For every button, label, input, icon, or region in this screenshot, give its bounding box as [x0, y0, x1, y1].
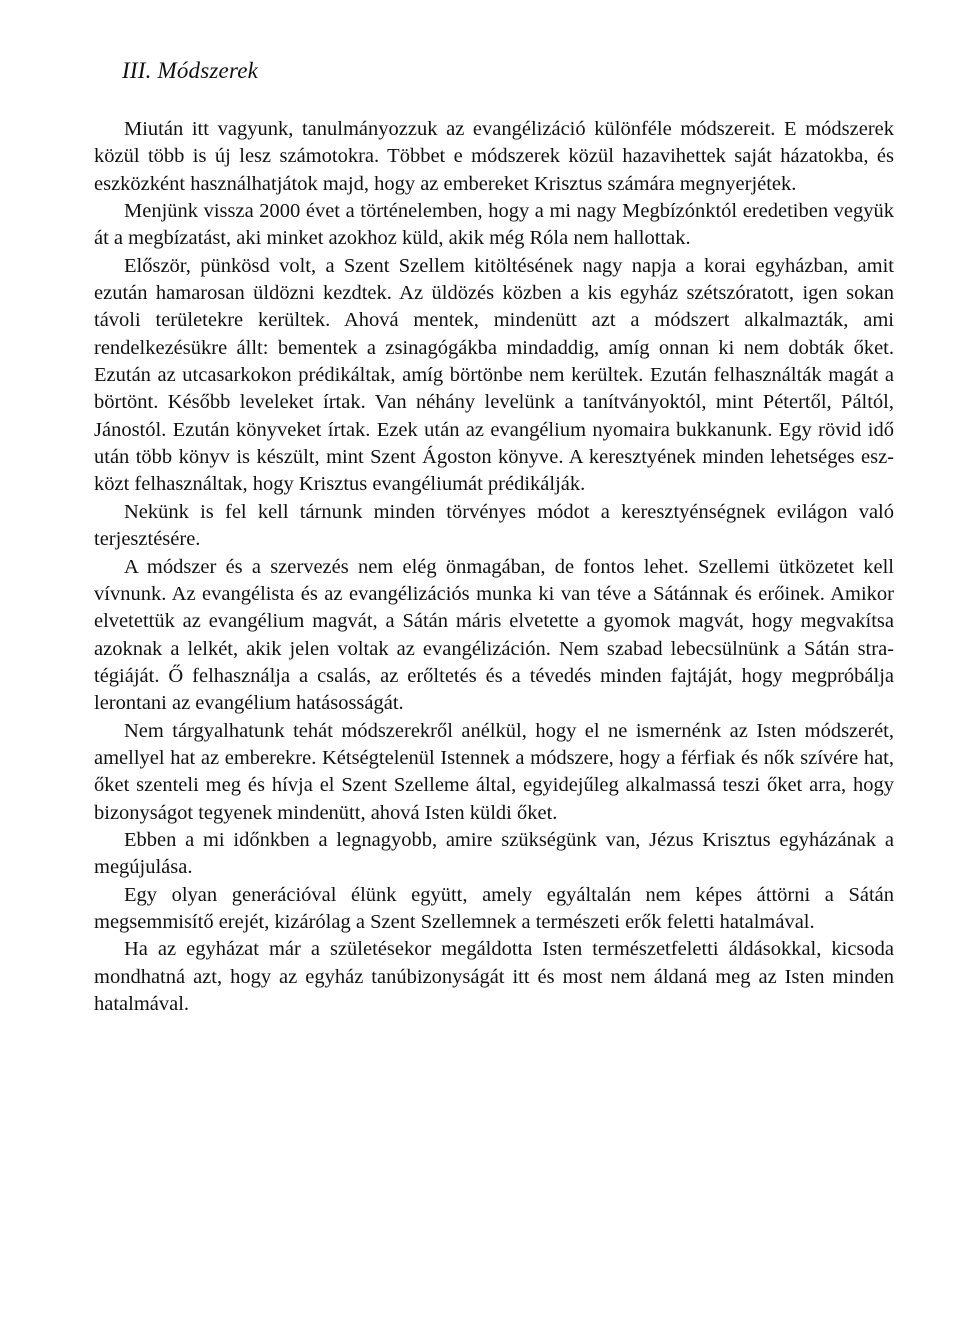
paragraph: Menjünk vissza 2000 évet a történelemben, hogy a mi nagy Megbízónktól eredetiben vegyük át a megbízatást, aki minket azokhoz küld, akik még Róla nem hallottak.: [94, 200, 894, 250]
paragraph: Nem tárgyalhatunk tehát módszerekről anélkül, hogy el ne ismernénk az Isten módszerét, amellyel hat az emberekre. Kétségtelenül Istennek a módszere, hogy a férfiak és nők szívére hat, őket szenteli meg és hívja el Szent Szelleme által, egyidejűleg alkalmassá teszi őket arra, hogy bizonyságot tegyenek mindenütt, ahová Isten küldi őket.: [94, 719, 894, 824]
paragraph: Nekünk is fel kell tárnunk minden törvényes módot a keresztyénségnek evilágon való terjesztésére.: [94, 500, 894, 551]
paragraph: Egy olyan generációval élünk együtt, amely egyáltalán nem képes áttörni a Sátán megsemmisítő erejét, kizárólag a Szent Szellemnek a természeti erők feletti hatalmával.: [94, 883, 894, 933]
paragraph: Először, pünkösd volt, a Szent Szellem kitöltésének nagy napja a korai egyházban, amit ezután hamarosan üldözni kezdtek. Az üldözés közben a kis egyház szétszóratott, igen sokan távoli területekre kerültek. Ahová mentek, mindenütt azt a módszert alkalmazták, ami rendelkezésükre állt: bementek a zsinagógákba mindaddig, amíg onnan ki nem dobták őket. Ezután az utcasarkokon prédikáltak, amíg börtönbe nem kerültek. Ezután felhasználták magát a börtönt. Később leveleket írtak. Van néhány levelünk a tanítványoktól, mint Pétertől, Páltól, Jánostól. Ezután könyveket írtak. Ezek után az evangélium nyomaira bukkanunk. Egy rövid idő után több könyv is készült, mint Szent Ágoston könyve. A keresztyének minden lehetséges eszközt felhasználtak, hogy Krisztus evangéliumát prédikálják.: [94, 254, 894, 496]
paragraph: Miután itt vagyunk, tanulmányozzuk az evangélizáció különféle módszereit. E módszerek közül több is új lesz számotokra. Többet e módszerek közül hazavihettek saját házatokba, és eszközként használhatjátok majd, hogy az embereket Krisztus számára megnyerjétek.: [94, 118, 894, 195]
paragraph: A módszer és a szervezés nem elég önmagában, de fontos lehet. Szellemi ütközetet kell vívnunk. Az evangélista és az evangélizációs munka ki van téve a Sátánnak és erőinek. Amikor elvetettük az evangélium magvát, a Sátán máris elvetette a gyomok magvát, hogy megvakítsa azoknak a lelkét, akik jelen voltak az evangélizáción. Nem szabad lebecsülnünk a Sátán stratégiáját. Ő felhasználja a csalás, az erőltetés és a tévedés minden fajtáját, hogy megpróbálja lerontani az evangélium hatásosságát.: [94, 555, 894, 715]
paragraph: Ebben a mi időnkben a legnagyobb, amire szükségünk van, Jézus Krisztus egyházának a megújulása.: [94, 828, 894, 879]
body-text: [94, 116, 894, 1018]
paragraph: Ha az egyházat már a születésekor megáldotta Isten természetfeletti áldásokkal, kicsoda mondhatná azt, hogy az egyház tanúbizonyságát itt és most nem áldaná meg az Isten minden hatalmával.: [94, 938, 894, 1015]
section-heading: III. Módszerek: [122, 58, 259, 83]
